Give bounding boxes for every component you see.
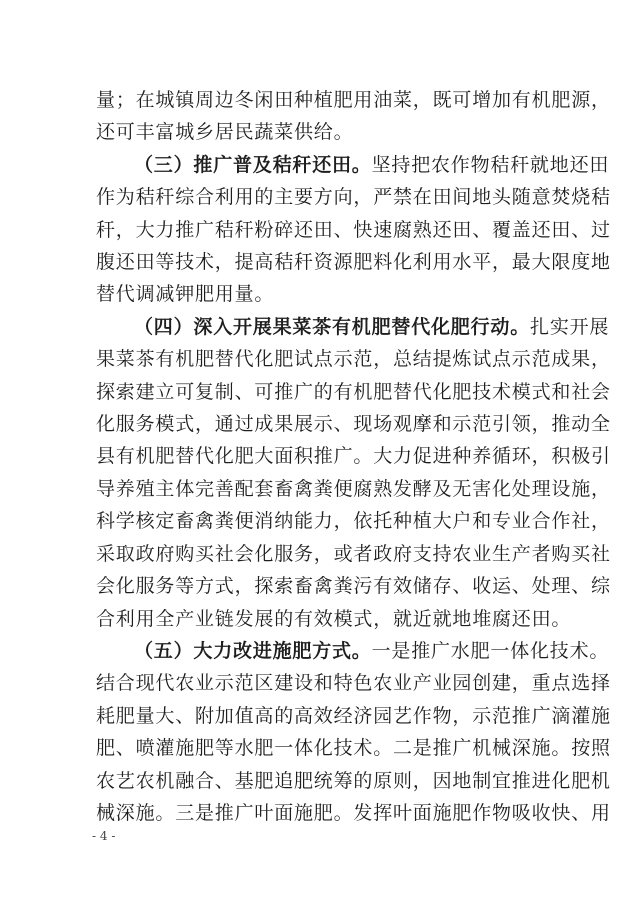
line-text: 械深施。三是推广叶面施肥。发挥叶面施肥作物吸收快、用 [96, 801, 611, 824]
line-text: 科学核定畜禽粪便消纳能力，依托种植大户和专业合作社， [96, 510, 611, 533]
line-text: 化服务模式，通过成果展示、现场观摩和示范引领，推动全 [96, 413, 611, 436]
text-line [96, 570, 611, 602]
line-text: 县有机肥替代化肥大面积推广。大力促进种养循环，积极引 [96, 445, 611, 468]
text-line [96, 635, 610, 667]
line-text: 作为秸秆综合利用的主要方向，严禁在田间地头随意焚烧秸 [96, 186, 611, 209]
line-text: 量；在城镇周边冬闲田种植肥用油菜，既可增加有机肥源， [96, 89, 611, 111]
text-line [96, 732, 611, 764]
text-line [96, 538, 611, 570]
line-text: 农艺农机融合、基肥追肥统筹的原则，因地制宜推进化肥机 [96, 769, 611, 792]
text-line [96, 376, 611, 408]
line-text: 果菜茶有机肥替代化肥试点示范，总结提炼试点示范成果， [96, 348, 611, 371]
text-line [96, 149, 610, 181]
line-text: 采取政府购买社会化服务，或者政府支持农业生产者购买社 [96, 542, 611, 565]
paragraph [96, 149, 611, 311]
text-line [96, 214, 611, 246]
text-line [96, 343, 611, 375]
paragraph [96, 84, 611, 149]
line-text: 坚持把农作物秸秆就地还田 [371, 153, 610, 176]
text-line [96, 603, 572, 635]
text-line [96, 84, 611, 116]
text-line [96, 505, 611, 537]
text-line [96, 440, 611, 472]
text-line [96, 408, 611, 440]
page-number: - 4 - [92, 829, 116, 843]
line-text: 扎实开展 [530, 315, 610, 338]
text-line [96, 246, 611, 278]
text-line [96, 311, 610, 343]
text-line [96, 797, 611, 829]
line-text: 会化服务等方式，探索畜禽粪污有效储存、收运、处理、综 [96, 575, 611, 598]
text-line [96, 181, 611, 213]
line-text: 结合现代农业示范区建设和特色农业产业园创建，重点选择 [96, 672, 611, 695]
line-text: 耗肥量大、附加值高的高效经济园艺作物，示范推广滴灌施 [96, 704, 611, 727]
text-line [96, 667, 611, 699]
text-line [96, 473, 611, 505]
paragraph [96, 311, 611, 635]
document-body [96, 84, 611, 829]
section-heading: （四）深入开展果菜茶有机肥替代化肥行动。 [134, 315, 531, 338]
text-line [96, 765, 611, 797]
text-line [96, 278, 536, 310]
line-text: 导养殖主体完善配套畜禽粪便腐熟发酵及无害化处理设施， [96, 477, 611, 500]
paragraph [96, 635, 611, 829]
line-text: 替代调减钾肥用量。 [96, 283, 275, 306]
line-text: 腹还田等技术，提高秸秆资源肥料化利用水平，最大限度地 [96, 251, 611, 274]
line-text: 秆，大力推广秸秆粉碎还田、快速腐熟还田、覆盖还田、过 [96, 218, 611, 241]
line-text: 肥、喷灌施肥等水肥一体化技术。二是推广机械深施。按照 [96, 737, 611, 760]
line-text: 合利用全产业链发展的有效模式，就近就地堆腐还田。 [96, 607, 572, 630]
line-text: 探索建立可复制、可推广的有机肥替代化肥技术模式和社会 [96, 380, 611, 403]
line-text: 一是推广水肥一体化技术。 [371, 639, 610, 662]
text-line [96, 700, 611, 732]
line-text: 还可丰富城乡居民蔬菜供给。 [96, 121, 354, 144]
text-line [96, 116, 536, 148]
section-heading: （五）大力改进施肥方式。 [134, 639, 372, 662]
section-heading: （三）推广普及秸秆还田。 [134, 153, 372, 176]
